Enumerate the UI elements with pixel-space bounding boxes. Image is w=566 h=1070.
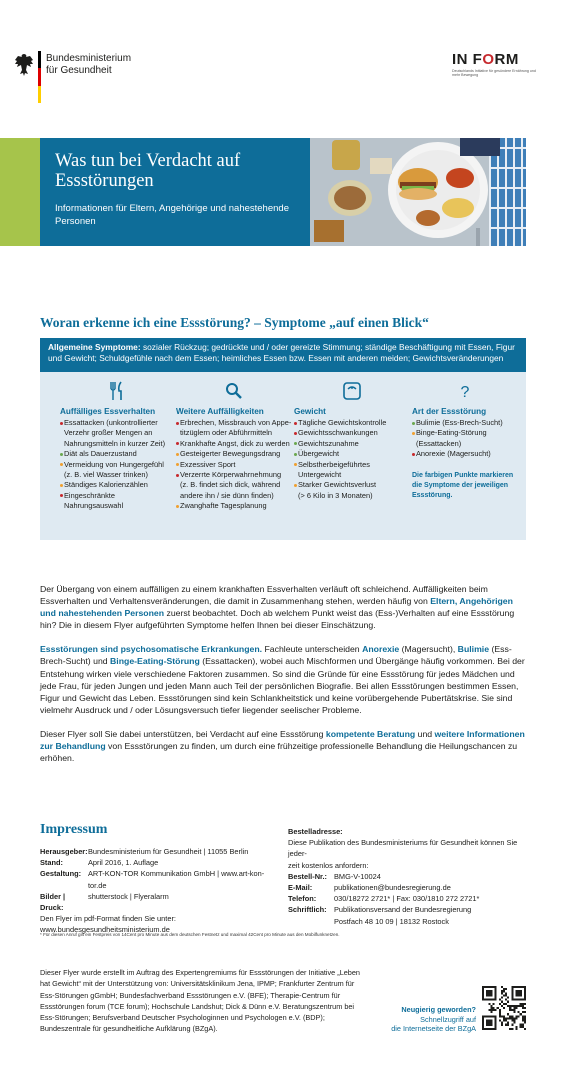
inform-logo [452, 52, 536, 77]
symptom-dot-orange [412, 432, 415, 435]
body-text [40, 583, 526, 776]
symptom-item [176, 449, 292, 459]
p1-highlight: Eltern, Angehörigen und nahestehenden Personen [40, 596, 513, 619]
symptom-item [176, 460, 292, 470]
p3-text-b: und [415, 728, 435, 739]
svg-text:?: ? [460, 384, 470, 401]
symptom-item [60, 418, 174, 428]
symptom-item [294, 480, 410, 490]
symptom-item [294, 439, 410, 449]
symptom-item [294, 449, 410, 459]
impressum-title: Impressum [40, 822, 108, 837]
symptom-item [176, 439, 292, 449]
symptom-item [176, 501, 292, 511]
symptom-dot-red [294, 422, 297, 425]
federal-eagle-logo [14, 52, 34, 78]
inform-logo-wordmark: IN FORM [452, 51, 519, 68]
symptom-item-text: Erbrechen, Missbrauch von Appe- [180, 418, 292, 427]
symptom-dot-orange [176, 463, 179, 466]
symptom-dot-orange [294, 484, 297, 487]
symptom-item-text: Gewichtszunahme [298, 438, 359, 448]
symptom-item [176, 491, 292, 501]
symptom-column-title: Gewicht [294, 407, 326, 416]
qr-caption-title: Neugierig geworden? [401, 1005, 476, 1014]
body-paragraph-2 [40, 643, 526, 716]
impressum-row [288, 904, 528, 915]
impressum-key: Telefon: [288, 894, 317, 904]
symptom-dot-orange [60, 463, 63, 466]
symptom-item-text: andere ihn / sie dünn finden) [180, 490, 274, 500]
impressum-key: E-Mail: [288, 883, 313, 893]
symptom-dot-red [176, 442, 179, 445]
symptom-item-text: Zwanghafte Tagesplanung [180, 501, 267, 511]
symptom-dot-red [176, 422, 179, 425]
symptom-item-text: Binge-Eating-Störung [416, 428, 487, 438]
p2-text-c: (Ess-Brech-Sucht) und [40, 644, 512, 667]
impressum-value: April 2016, 1. Auflage [88, 858, 159, 868]
symptom-item-text: Vermeidung von Hungergefühl [64, 459, 164, 469]
question-icon [412, 380, 518, 402]
symptom-dot-orange [294, 463, 297, 466]
impressum-row [288, 916, 528, 927]
p2-highlight-bulimie: Bulimie [457, 644, 490, 655]
general-symptoms-box [40, 338, 526, 372]
body-paragraph-3 [40, 728, 526, 764]
order-text-1: Diese Publikation des Bundesministeriums für Gesundheit können Sie jeder- [288, 838, 518, 859]
symptom-item-text: Selbstherbeigeführtes Untergewicht [298, 459, 370, 480]
impressum-row [288, 893, 528, 904]
symptom-item-text: (> 6 Kilo in 3 Monaten) [298, 490, 373, 500]
symptom-dot-orange [176, 505, 179, 508]
footer-text: Dieser Flyer wurde erstellt im Auftrag des Expertengremiums für Essstörungen der Initiative „Leben hat Gewicht“ mit der Unterstützung von: Universitätsklinikum Jena, IPMP; Frankfurter Zentrum für Ess-Störungen gGmbH; Bundesfachverband Essstörungen e.V. (BFE); Therapie-Centrum für Essstörungen forum (TCE forum); Hochschule Landshut; Dick & Dünn e.V. Beratungszentrum bei Ess-Störungen; Berufsverband Deutscher Psychologinnen und Psychologen e.V. (BDP); Bundeszentrale für gesundheitliche Aufklärung (BZgA). [40, 968, 360, 1034]
symptom-item [294, 418, 410, 428]
symptom-column-title: Weitere Auffälligkeiten [176, 407, 264, 416]
ministry-line2: für Gesundheit [46, 65, 112, 76]
p3-highlight-2: weitere Informationen zur Behandlung [40, 728, 525, 752]
impressum-row [288, 871, 528, 882]
impressum-value: BMG-V-10024 [334, 871, 381, 881]
impressum-value: 030/18272 2721* | Fax: 030/1810 272 2721* [334, 894, 480, 904]
symptom-dot-green [412, 422, 415, 425]
p3-text-c: von Essstörungen zu finden, um durch eine frühzeitige professionelle Behandlung die Heilungschancen zu erhöhen. [40, 741, 518, 764]
cutlery-icon [60, 380, 174, 402]
symptom-column-title: Art der Essstörung [412, 407, 487, 416]
impressum-row [40, 891, 280, 913]
ministry-line1: Bundesministerium [46, 53, 132, 64]
symptom-column-title: Auffälliges Essverhalten [60, 407, 156, 416]
symptom-item-text: Krankhafte Angst, dick zu werden [180, 438, 290, 448]
impressum-row [40, 857, 280, 868]
symptom-item [60, 470, 174, 480]
symptom-dot-orange [60, 484, 63, 487]
symptom-column [294, 380, 410, 501]
magnifier-icon [176, 380, 292, 402]
symptom-item [412, 418, 518, 428]
symptom-dot-red [176, 474, 179, 477]
symptom-dot-green [60, 453, 63, 456]
p1-text-a: Der Übergang von einem auffälligen zu einem krankhaften Essverhalten verläuft oft schleichend. Auffälligkeiten beim Essverhalten und Verhaltensveränderungen, die damit in Zusammenhang stehen, werden häufig von [40, 584, 488, 607]
symptom-item-text: Übergewicht [298, 449, 340, 459]
symptom-item [176, 418, 292, 428]
ministry-name [46, 53, 131, 77]
symptom-item [60, 449, 174, 459]
symptom-list [412, 418, 518, 460]
impressum-key: Stand: [40, 858, 63, 868]
symptom-item-text: Exzessiver Sport [180, 459, 236, 469]
symptom-item-text: Diät als Dauerzustand [64, 449, 137, 459]
symptom-item-text: Gesteigerter Bewegungsdrang [180, 449, 281, 459]
pdf-link[interactable]: www.bundesgesundheitsministerium.de [40, 925, 170, 935]
symptom-column [412, 380, 518, 502]
symptom-item [294, 428, 410, 438]
order-text-2: zeit kostenlos anfordern: [288, 860, 369, 870]
hero-subtitle: Informationen für Eltern, Angehörige und nahestehende Personen [55, 203, 289, 227]
impressum-right [288, 826, 528, 927]
symptom-item-text: titzüglern oder Abführmitteln [180, 428, 273, 438]
impressum-key: Bilder | Druck: [40, 891, 66, 913]
symptom-item-text: Nahrungsmitteln in kurzer Zeit) [64, 438, 166, 448]
symptom-item [176, 470, 292, 480]
symptom-item [412, 439, 518, 449]
symptom-item-text: (z. B. findet sich dick, während [180, 480, 281, 490]
symptom-item [60, 428, 174, 438]
p2-highlight-anorexie: Anorexie [362, 644, 400, 655]
symptom-item-text: Ständiges Kalorienzählen [64, 480, 148, 490]
symptom-dot-red [294, 432, 297, 435]
impressum-key: Schriftlich: [288, 905, 327, 915]
symptom-item-text: Tägliche Gewichtskontrolle [298, 418, 387, 427]
body-paragraph-1 [40, 583, 526, 631]
symptom-dot-red [412, 453, 415, 456]
symptoms-section-title: Woran erkenne ich eine Essstörung? – Symptome „auf einen Blick“ [40, 315, 429, 330]
qr-code[interactable] [482, 986, 526, 1030]
symptom-item [412, 428, 518, 438]
p3-text-a: Dieser Flyer soll Sie dabei unterstützen, bei Verdacht auf eine Essstörung [40, 728, 326, 739]
symptom-item-text: Anorexie (Magersucht) [416, 449, 491, 459]
p1-text-b: zuerst beobachtet. Doch ab welchem Punkt weist das (Ess-)Verhalten auf eine Essstörung hin? Die in diesem Flyer aufgeführten Symptome helfen Ihnen bei dieser Einschätzung. [40, 608, 515, 631]
symptom-item [294, 491, 410, 501]
symptom-list [176, 418, 292, 512]
impressum-value: publikationen@bundesregierung.de [334, 883, 451, 893]
symptom-item [294, 460, 410, 481]
general-symptoms-text: sozialer Rückzug; gedrückte und / oder gereizte Stimmung; ständige Beschäftigung mit Essen, Figur und Gewicht; Schuldgefühle nach dem Essen; heimliches Essen bzw. Essen mit anderen meiden; Gewichtsveränderungen [48, 342, 515, 363]
scale-icon [294, 380, 410, 402]
impressum-key: Herausgeber: [40, 847, 88, 856]
hero-accent-bar [0, 138, 40, 246]
symptom-item-text: (z. B. viel Wasser trinken) [64, 470, 148, 480]
qr-caption [380, 1005, 476, 1034]
symptom-item [412, 449, 518, 459]
symptom-list [294, 418, 410, 501]
impressum-value: Publikationsversand der Bundesregierung [334, 905, 472, 915]
symptom-dot-red [60, 422, 63, 425]
impressum-left [40, 846, 280, 936]
p3-highlight-1: kompetente Beratung [325, 728, 416, 739]
symptom-item-text: (Essattacken) [416, 438, 462, 448]
impressum-key: Gestaltung: [40, 869, 82, 879]
impressum-key [288, 916, 334, 927]
impressum-row [40, 846, 280, 857]
qr-caption-line3: die Internetseite der BZgA [391, 1024, 476, 1034]
impressum-value: Bundesministerium für Gesundheit | 11055 Berlin [88, 847, 249, 856]
symptom-item [60, 491, 174, 512]
symptom-column [60, 380, 174, 512]
qr-caption-line2: Schnellzugriff auf [420, 1014, 476, 1024]
symptom-item-text: Verzerrte Körperwahrnehmung [180, 470, 282, 480]
symptom-item [60, 439, 174, 449]
symptom-dot-orange [176, 453, 179, 456]
impressum-key: Bestell-Nr.: [288, 871, 328, 881]
p2-text-d: (Essattacken), wobei auch Mischformen und Übergänge häufig vorkommen. Bei der Entstehung wirken viele verschiedene Faktoren zusammen. So sind die Gründe für eine Essstörung für jedes Mädchen und jede Frau, für jeden Jungen und jeden Mann auch Teil der persönlichen Biografie. Bei allen Essstörungen bestimmen Essen, Figur und Gewicht das Leben. Essstörungen sind kein Schlankheitstick und keine vorübergehende Pubertätskrise. Sie sind vielmehr Ausdruck und / oder Lösungsversuch tiefer liegender seelischer Probleme. [40, 656, 525, 715]
pdf-line-1: Den Flyer im pdf-Format finden Sie unter: [40, 914, 176, 924]
hero-title: Was tun bei Verdacht auf Essstörungen [55, 151, 241, 191]
symptom-item [176, 428, 292, 438]
symptom-item [176, 480, 292, 490]
symptom-item-text: Verzehr großer Mengen an [64, 428, 153, 438]
color-dot-note: Die farbigen Punkte markieren die Symptome der jeweiligen Essstörung. [412, 471, 514, 500]
p2-text-b: (Magersucht), [399, 644, 458, 655]
symptom-item-text: Bulimie (Ess-Brech-Sucht) [416, 418, 503, 427]
impressum-value: ART-KON-TOR Kommunikation GmbH | www.art-kon-tor.de [88, 869, 265, 890]
symptom-dot-red [60, 494, 63, 497]
inform-logo-subtitle: Deutschlands Initiative für gesündere Ernährung und mehr Bewegung [452, 69, 536, 78]
p2-text-a: Fachleute unterscheiden [262, 644, 363, 655]
impressum-value: Postfach 48 10 09 | 18132 Rostock [334, 916, 449, 926]
p2-highlight-1: Essstörungen sind psychosomatische Erkrankungen. [40, 644, 263, 655]
order-title: Bestelladresse: [288, 827, 343, 836]
impressum-value: shutterstock | Flyeralarm [88, 891, 169, 901]
symptom-item [60, 460, 174, 470]
symptom-item-text: Gewichtsschwankungen [298, 428, 378, 438]
symptom-item-text: Eingeschränkte Nahrungsauswahl [64, 490, 124, 511]
food-photo [310, 138, 526, 246]
symptom-dot-green [294, 453, 297, 456]
symptom-item-text: Essattacken (unkontrollierter [64, 418, 158, 427]
p2-highlight-binge: Binge-Eating-Störung [110, 656, 200, 667]
impressum-row [288, 882, 528, 893]
symptom-column [176, 380, 292, 512]
symptom-dot-green [294, 442, 297, 445]
impressum-row [40, 868, 280, 890]
symptom-item [60, 480, 174, 490]
symptom-list [60, 418, 174, 512]
general-symptoms-label: Allgemeine Symptome: [48, 342, 141, 352]
footnote: * Für diesen Anruf gilt ein Festpreis von 14Cent pro Minute aus dem deutschen Festnetz und maximal 42Cent pro Minute aus den Mobilfunknetzen. [40, 932, 340, 937]
symptom-item-text: Starker Gewichtsverlust [298, 480, 377, 490]
german-flag-stripe [38, 51, 41, 103]
